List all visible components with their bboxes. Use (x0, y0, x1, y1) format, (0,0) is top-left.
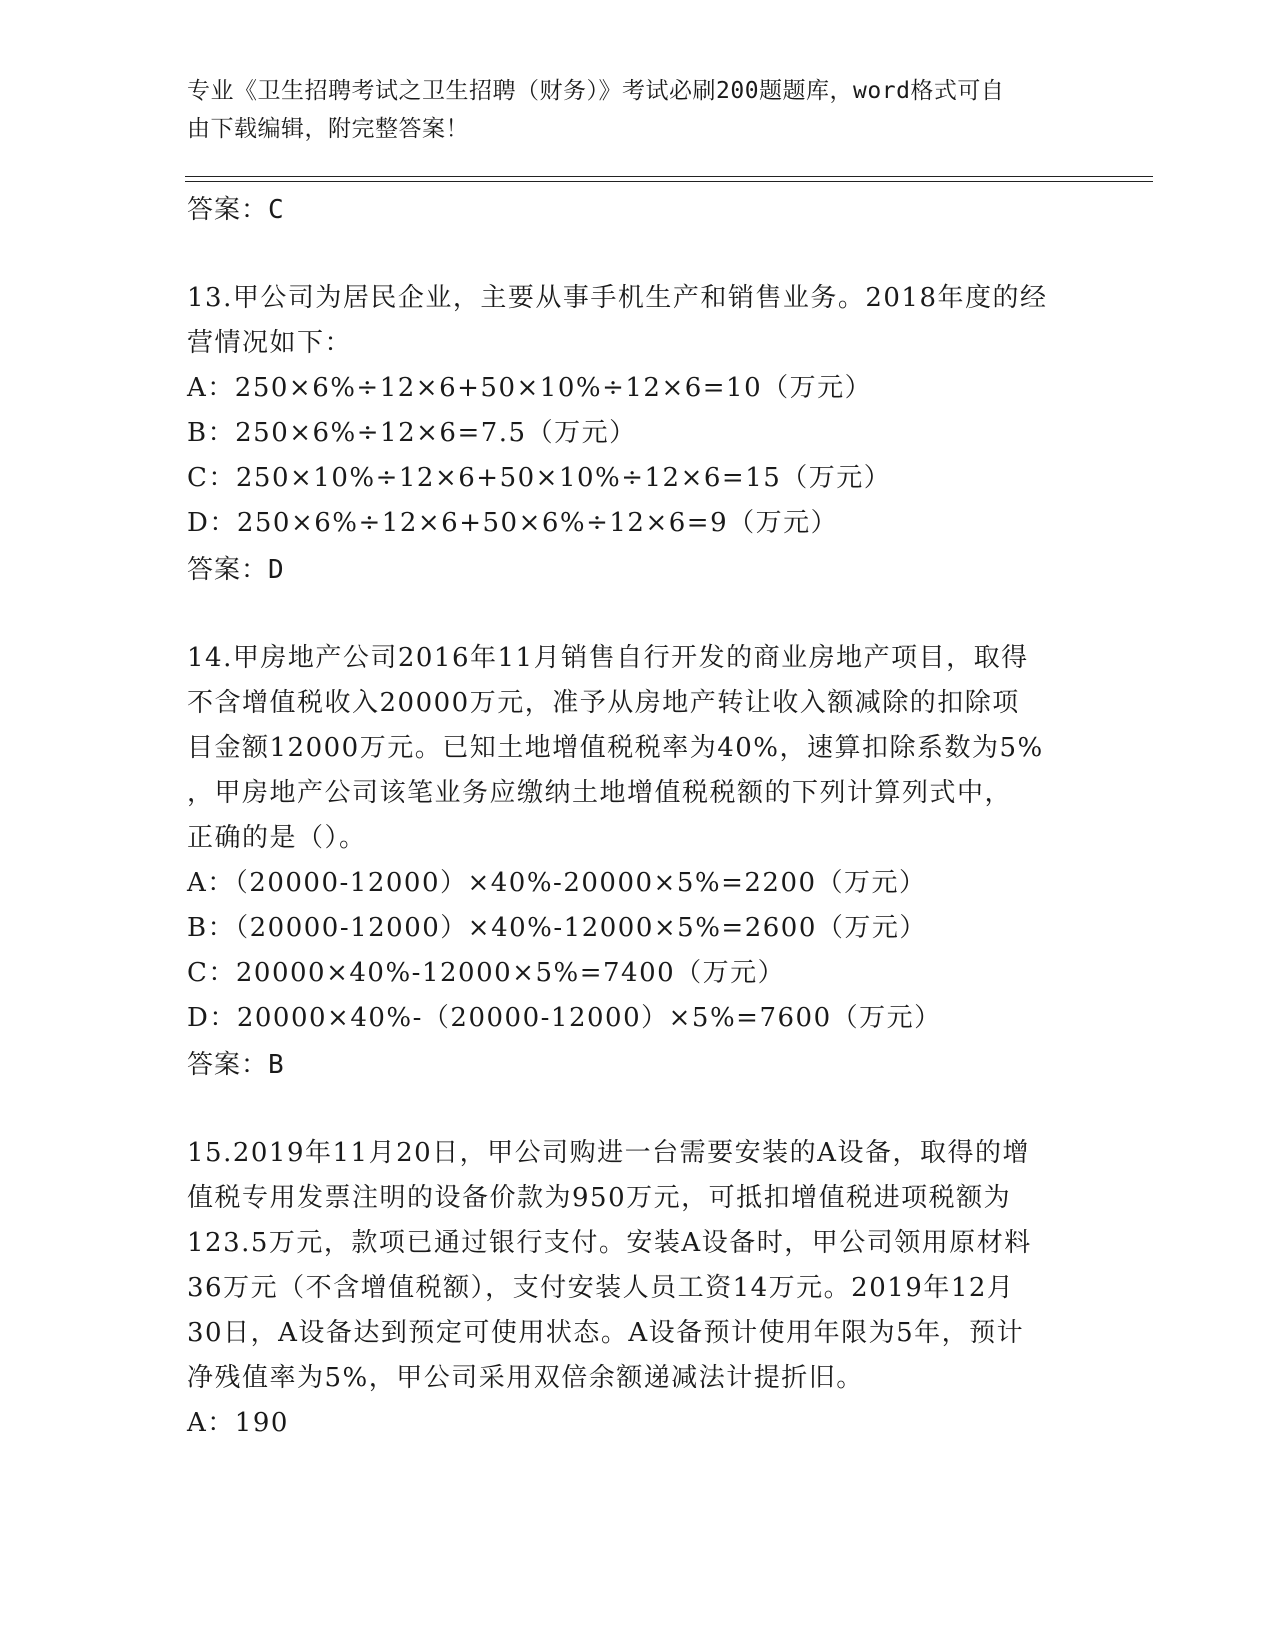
question-14-option-b: B：（20000-12000）×40%-12000×5%=2600（万元） (187, 913, 927, 943)
question-15-text-line: 30日，A设备达到预定可使用状态。A设备预计使用年限为5年，预计 (187, 1318, 1025, 1348)
question-14-text-line: 正确的是（）。 (187, 823, 367, 853)
header-line-2: 由下载编辑，附完整答案！ (187, 116, 469, 142)
question-14 (187, 636, 1087, 1089)
question-14-text-line: ，甲房地产公司该笔业务应缴纳土地增值税税额的下列计算列式中， (187, 778, 1013, 808)
answer-14: 答案：B (187, 1050, 285, 1080)
question-15-text-line: 值税专用发票注明的设备价款为950万元，可抵扣增值税进项税额为 (187, 1183, 1012, 1213)
question-14-text-line: 不含增值税收入20000万元，准予从房地产转让收入额减除的扣除项 (187, 688, 1020, 718)
question-15-option-a: A：190 (187, 1408, 289, 1438)
question-13-option-c: C：250×10%÷12×6+50×10%÷12×6=15（万元） (187, 463, 892, 493)
question-13-option-a: A：250×6%÷12×6+50×10%÷12×6=10（万元） (187, 373, 873, 403)
question-14-option-d: D：20000×40%-（20000-12000）×5%=7600（万元） (187, 1003, 942, 1033)
header-divider-second (185, 181, 1153, 182)
question-13-text-line: 13.甲公司为居民企业，主要从事手机生产和销售业务。2018年度的经 (187, 283, 1048, 313)
question-13-text-line: 营情况如下： (187, 328, 353, 358)
question-14-text-line: 14.甲房地产公司2016年11月销售自行开发的商业房地产项目，取得 (187, 643, 1029, 673)
question-15-text-line: 36万元（不含增值税额），支付安装人员工资14万元。2019年12月 (187, 1273, 1015, 1303)
question-13 (187, 276, 1087, 594)
question-15 (187, 1131, 1087, 1446)
page-header (187, 72, 1067, 148)
answer-12: 答案：C (187, 195, 285, 225)
header-line-1: 专业《卫生招聘考试之卫生招聘（财务）》考试必刷200题题库，word格式可自 (187, 78, 1005, 104)
question-content (187, 186, 1087, 1446)
question-15-text-line: 净残值率为5%，甲公司采用双倍余额递减法计提折旧。 (187, 1363, 864, 1393)
question-14-option-c: C：20000×40%-12000×5%=7400（万元） (187, 958, 786, 988)
question-14-option-a: A：（20000-12000）×40%-20000×5%=2200（万元） (187, 868, 927, 898)
question-15-text-line: 123.5万元，款项已通过银行支付。安装A设备时，甲公司领用原材料 (187, 1228, 1032, 1258)
question-14-text-line: 目金额12000万元。已知土地增值税税率为40%，速算扣除系数为5% (187, 733, 1044, 763)
question-13-option-d: D：250×6%÷12×6+50×6%÷12×6=9（万元） (187, 508, 839, 538)
answer-13: 答案：D (187, 555, 285, 585)
question-15-text-line: 15.2019年11月20日，甲公司购进一台需要安装的A设备，取得的增 (187, 1138, 1030, 1168)
header-divider (185, 176, 1153, 177)
question-13-option-b: B：250×6%÷12×6=7.5（万元） (187, 418, 637, 448)
